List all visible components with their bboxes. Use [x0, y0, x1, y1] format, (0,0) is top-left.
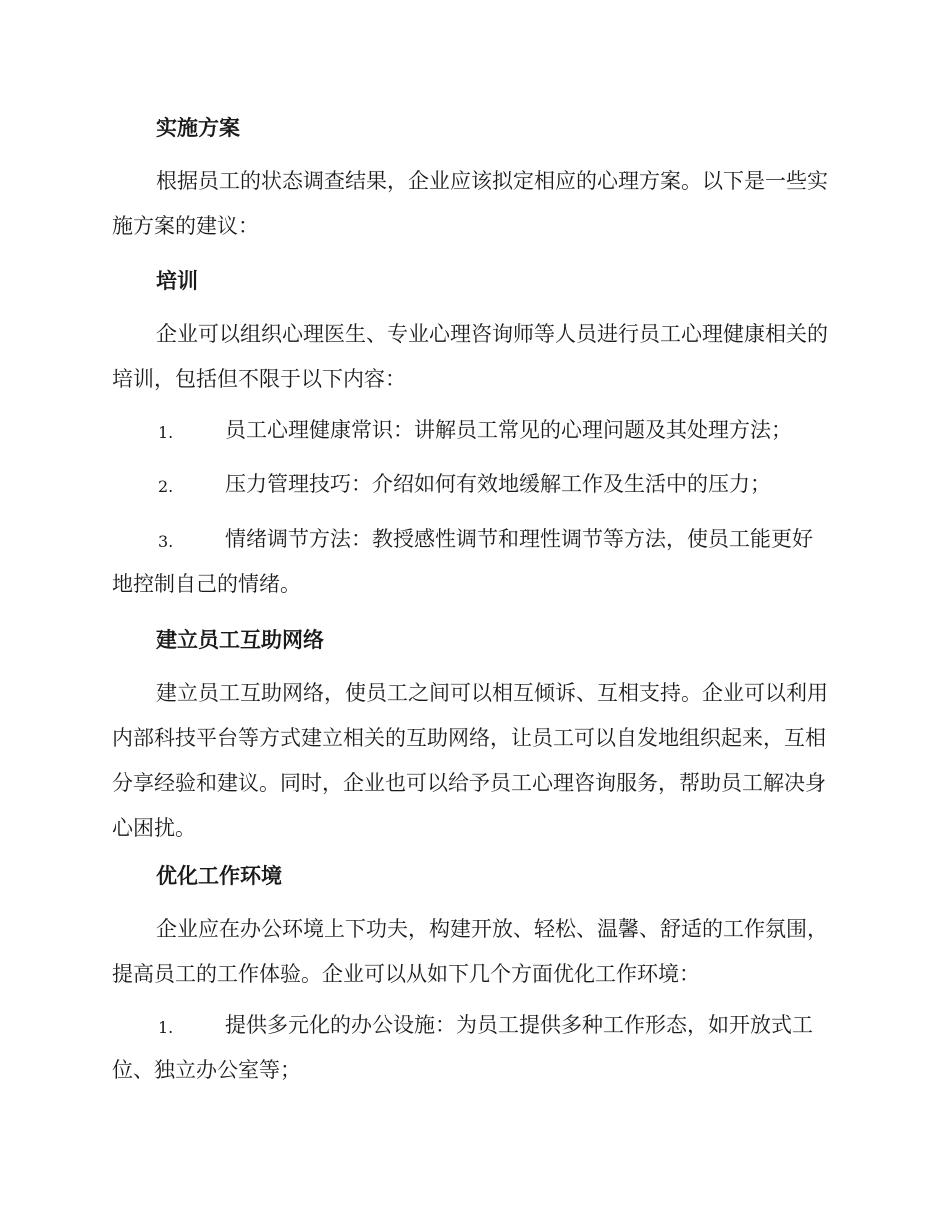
section-paragraph: 企业应在办公环境上下功夫，构建开放、轻松、温馨、舒适的工作氛围，提高员工的工作体验。企业可以从如下几个方面优化工作环境： [112, 917, 828, 986]
section-heading: 培训 [156, 269, 198, 293]
section-paragraph: 建立员工互助网络，使员工之间可以相互倾诉、互相支持。企业可以利用内部科技平台等方式建立相关的互助网络，让员工可以自发地组织起来，互相分享经验和建议。同时，企业也可以给予员工心理咨询服务，帮助员工解决身心困扰。 [112, 681, 828, 840]
list-item: 提供多元化的办公设施：为员工提供多种工作形态，如开放式工 位、独立办公室等； [112, 1013, 813, 1082]
list-number: 3. [158, 532, 174, 551]
list-item: 员工心理健康常识：讲解员工常见的心理问题及其处理方法； [225, 418, 792, 442]
section-heading: 优化工作环境 [156, 864, 282, 888]
section-heading: 实施方案 [156, 116, 240, 140]
list-number: 1. [158, 423, 174, 442]
list-number: 1. [158, 1018, 174, 1037]
section-paragraph: 企业可以组织心理医生、专业心理咨询师等人员进行员工心理健康相关的培训，包括但不限于以下内容： [112, 322, 828, 391]
list-item: 压力管理技巧：介绍如何有效地缓解工作及生活中的压力； [225, 472, 771, 496]
section-paragraph: 根据员工的状态调查结果，企业应该拟定相应的心理方案。以下是一些实施方案的建议： [112, 169, 828, 238]
list-number: 2. [158, 477, 174, 496]
list-item: 情绪调节方法：教授感性调节和理性调节等方法，使员工能更好 地控制自己的情绪。 [112, 527, 813, 596]
section-heading: 建立员工互助网络 [156, 628, 324, 652]
